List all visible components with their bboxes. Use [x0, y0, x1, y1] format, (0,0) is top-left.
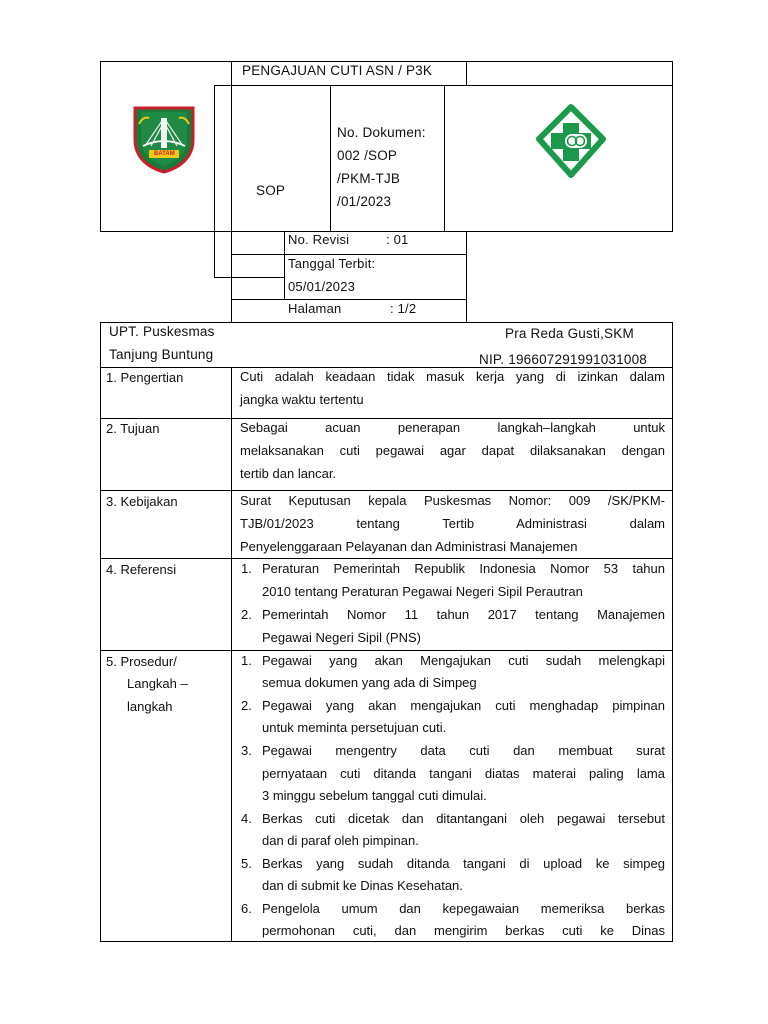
halaman-value: : 1/2: [390, 301, 417, 316]
document-title: PENGAJUAN CUTI ASN / P3K: [242, 63, 433, 78]
logo-text: BATAM: [154, 151, 175, 157]
unit-name: UPT. Puskesmas: [109, 324, 215, 339]
unit-name-2: Tanjung Buntung: [109, 347, 214, 362]
revisi-value: : 01: [386, 232, 409, 247]
sop-label: SOP: [256, 183, 286, 198]
signer-name: Pra Reda Gusti,SKM: [505, 326, 634, 341]
terbit-label: Tanggal Terbit:: [288, 256, 376, 271]
section-label-kebijakan: 3. Kebijakan: [106, 494, 178, 509]
batam-logo-icon: [131, 106, 197, 174]
section-label-referensi: 4. Referensi: [106, 562, 177, 577]
terbit-value: 05/01/2023: [288, 279, 356, 294]
revisi-label: No. Revisi: [288, 232, 350, 247]
halaman-label: Halaman: [288, 301, 342, 316]
section-label-tujuan: 2. Tujuan: [106, 421, 160, 436]
puskesmas-logo-icon: [535, 103, 607, 183]
signer-nip: NIP. 196607291991031008: [479, 352, 648, 367]
section-label-pengertian: 1. Pengertian: [106, 370, 184, 385]
